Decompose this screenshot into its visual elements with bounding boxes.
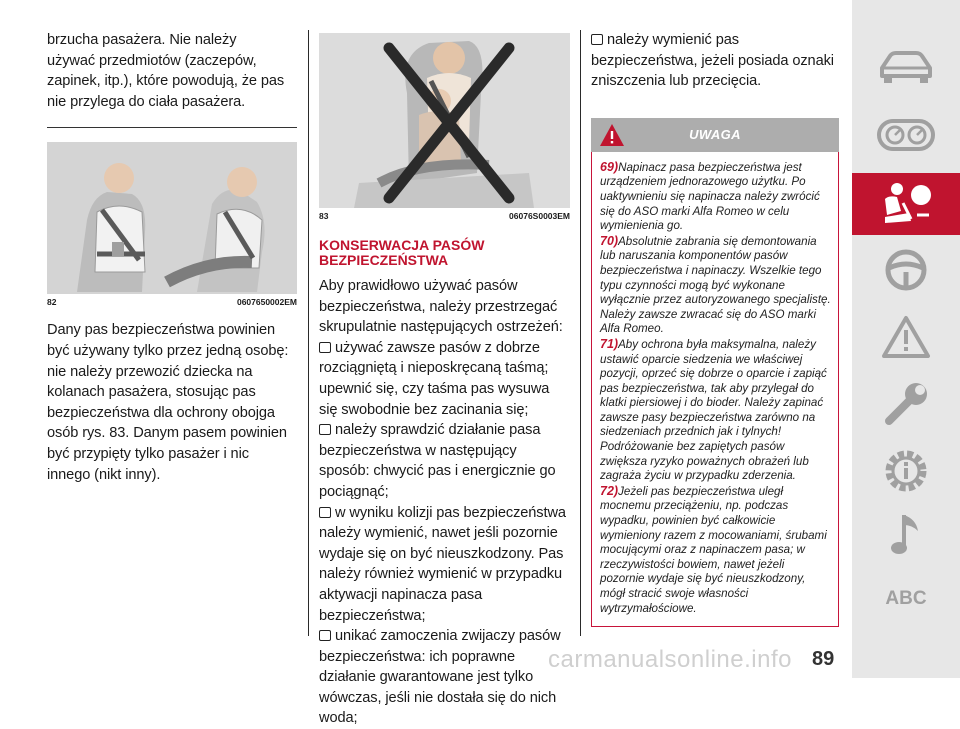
dashboard-gauges-icon[interactable]	[852, 106, 960, 164]
figure-83-image	[319, 33, 570, 208]
checkbox-bullet-icon	[319, 342, 331, 353]
figure-83	[319, 33, 570, 221]
bullet-text: unikać zamoczenia zwijaczy pasów bezpieczeństwa: ich poprawne działanie gwarantowane jest tylko wówczas, jeśli nie dostała się do nich woda;	[319, 628, 561, 727]
car-icon[interactable]	[852, 39, 960, 97]
intro-paragraph: Aby prawidłowo używać pasów bezpieczeństwa, należy przestrzegać skrupulatnie następujących ostrzeżeń:	[319, 278, 563, 336]
warning-item	[600, 160, 831, 234]
steering-wheel-icon[interactable]	[852, 241, 960, 299]
checkbox-bullet-icon	[591, 34, 603, 45]
bullet-text: należy sprawdzić działanie pasa bezpieczeństwa w następujący sposób: chwycić pas i energicznie go pociągnąć;	[319, 422, 556, 500]
warning-text: Jeżeli pas bezpieczeństwa uległ mocnemu przeciążeniu, np. podczas wypadku, powinien być całkowicie wymieniony razem z mocowaniami, śrubami mocującymi oraz z napinaczem pasa; w rzeczywistości bowiem, nawet jeżeli pozornie wydaje się być nieuszkodzony, mógł stracić swoje własności wytrzymałościowe.	[600, 484, 827, 615]
figure-82-code: 0607650002EM	[236, 297, 297, 308]
chapter-sidebar	[852, 0, 960, 678]
checkbox-bullet-icon	[319, 507, 331, 518]
gear-info-icon[interactable]	[852, 442, 960, 500]
page-number: 89	[812, 648, 835, 670]
warning-text: Absolutnie zabrania się demontowania lub naruszania komponentów pasów bezpieczeństwa i napinaczy. Wszelkie tego typu czynności mogą być wykonane wyłącznie przez autoryzowanego specjalistę. Należy zawsze zwracać się do ASO marki Alfa Romeo.	[600, 234, 831, 336]
warning-text: Aby ochrona była maksymalna, należy ustawić oparcie siedzenia we właściwej pozycji, oprzeć się dobrze o oparcie i zapiąć pas bezpieczeństwa, tak aby przylegał do klatki piersiowej i do bioder. Należy zapinać zawsze pasy bezpieczeństwa zarówno na siedzeniach przednich jak i tylnych! Podróżowanie bez zapiętych pasów zwiększa ryzyko poważnych obrażeń lub zagraża życiu w przypadku zderzenia.	[600, 337, 827, 483]
column-divider-2	[580, 30, 581, 636]
paragraph-top: brzucha pasażera. Nie należy używać przedmiotów (zaczepów, zapinek, itp.), które powodują, że pas nie przylega do ciała pasażera.	[47, 32, 285, 110]
warning-item	[600, 484, 831, 616]
column-3	[591, 0, 841, 627]
music-note-icon[interactable]	[852, 505, 960, 563]
column-divider-1	[308, 30, 309, 636]
bullet-text: należy wymienić pas bezpieczeństwa, jeżeli posiada oznaki zniszczenia lub przecięcia.	[591, 32, 834, 90]
bullet-text: w wyniku kolizji pas bezpieczeństwa należy wymienić, nawet jeśli pozornie wydaje się on być nieuszkodzony. Pas należy również wymienić w przypadku aktywacji napinacza pasa bezpieczeństwa;	[319, 504, 566, 624]
warning-title: UWAGA	[689, 126, 741, 142]
checkbox-bullet-icon	[319, 630, 331, 641]
watermark: carmanualsonline.info	[548, 646, 792, 673]
warning-number: 70)	[600, 233, 619, 248]
section-heading: KONSERWACJA PASÓW BEZPIECZEŃSTWA	[319, 237, 485, 268]
checkbox-bullet-icon	[319, 424, 331, 435]
warning-header	[591, 118, 839, 152]
warning-text: Napinacz pasa bezpieczeństwa jest urządzeniem jednorazowego użytku. Po uaktywnieniu się napinacza należy zwrócić się do ASO marki Alfa Romeo w celu wymienienia go.	[600, 160, 820, 233]
warning-number: 69)	[600, 159, 619, 174]
figure-82-image	[47, 142, 297, 294]
figure-top-rule	[47, 127, 297, 128]
bullet-item	[591, 30, 839, 92]
figure-83-caption	[319, 211, 570, 221]
warning-item	[600, 234, 831, 337]
bullet-text: używać zawsze pasów z dobrze rozciągniętą i nieposkręcaną taśmą; upewnić się, czy taśma pas wysuwa się swobodnie bez zacinania się;	[319, 339, 550, 418]
paragraph-bottom: Dany pas bezpieczeństwa powinien być używany tylko przez jedną osobę: nie należy przewozić dziecka na kolanach pasażera, stosując pas bezpieczeństwa dla ochrony obojga osób rys. 83. Danym pasem powinien być przypięty tylko pasażer i nic innego (nikt inny).	[47, 322, 289, 483]
abc-index-icon[interactable]	[852, 570, 960, 628]
figure-82	[47, 142, 297, 307]
warning-number: 72)	[600, 483, 619, 498]
warning-number: 71)	[600, 336, 619, 351]
warning-content	[591, 152, 839, 627]
bullet-item	[319, 420, 567, 502]
airbag-passenger-icon[interactable]	[852, 173, 960, 235]
warning-box	[591, 118, 839, 627]
bullet-item	[319, 338, 567, 420]
figure-83-code: 06076S0003EM	[509, 211, 570, 221]
abc-label: ABC	[885, 588, 927, 609]
figure-82-number: 82	[47, 297, 57, 308]
warning-item	[600, 337, 831, 484]
column-2	[319, 0, 570, 729]
figure-82-caption	[47, 297, 297, 307]
wrench-icon[interactable]	[852, 375, 960, 433]
figure-83-number: 83	[319, 211, 329, 221]
warning-triangle-icon[interactable]	[852, 308, 960, 366]
column-1	[47, 0, 297, 485]
bullet-item	[319, 503, 567, 627]
